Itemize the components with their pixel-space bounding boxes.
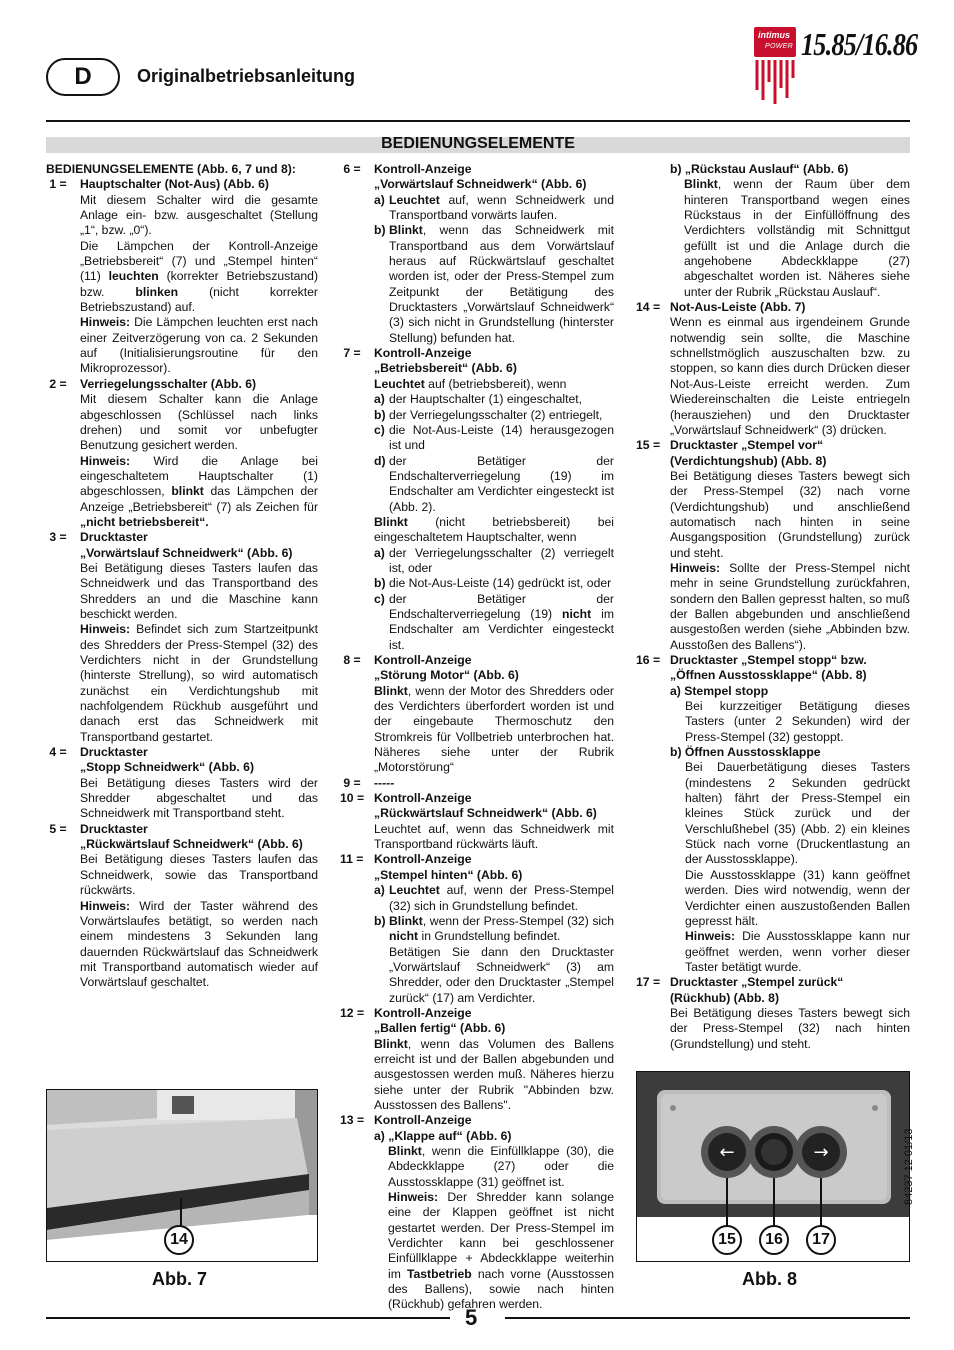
item-subheading: (Rückhub) (Abb. 8) <box>670 990 779 1005</box>
item-number: 7 = <box>340 346 361 361</box>
item-text: Bei Betätigung dieses Tasters bewegt sich der Press-Stempel (32) nach vorne (Verdichtungshub) und anschließend automatisch nach hinten in seine Ausgangsposition (Grundstellung) zurück und steht. <box>670 468 910 560</box>
sub-item: b) Blinkt, wenn das Schneidwerk mit Transportband aus dem Vorwärtslauf heraus auf Rückwärtslauf geschaltet worden ist, oder der Press-Stempel zum Zeitpunkt der Betätigung des Drucktasters „Vorwärtslauf Schneidwerk“ (3) sich nicht in Grundstellung (hinterster Stellung) befunden hat. <box>374 223 614 345</box>
item-text: Die Lämpchen der Kontroll-Anzeige „Betriebsbereit“ (7) und „Stempel hinten“ (11) leuchten (korrekter Betriebszustand) bzw. blinken (nicht korrekter Betriebszustand) auf. <box>80 238 318 315</box>
document-title: Originalbetriebsanleitung <box>137 66 356 86</box>
item-number: 8 = <box>340 653 361 667</box>
callout-14: 14 <box>164 1225 194 1255</box>
item-6 <box>340 162 614 177</box>
item-text: Blinkt, wenn der Motor des Shredders oder des Verdichters überfordert worden ist und der eingebaute Thermoschutz den Stromkreis für Vollbetrieb unterbrochen hat. Näheres siehe unter der Rubrik „Motorstörung“ <box>374 683 614 775</box>
callout-16: 16 <box>759 1225 789 1255</box>
note: Hinweis: Der Shredder kann solange eine der Klappen geöffnet ist nicht gestartet werden. Der Press-Stempel im Verdichter kann bei geschlossener Einfüllklappe + Abdeckklappe weiterhin im Tastbetrieb nach vorne (Ausstossen des Ballens), sowie nach hinten (Rückhub) gefahren werden. <box>388 1190 614 1312</box>
item-9 <box>340 776 614 791</box>
section-title: BEDIENUNGSELEMENTE <box>381 135 575 152</box>
item-text: Blinkt, wenn die Einfüllklappe (30), die Abdeckklappe (27) oder die Ausstossklappe (31) geöffnet ist. <box>388 1144 614 1189</box>
figure-7 <box>46 1089 318 1262</box>
figure-7-caption: Abb. 7 <box>152 1269 208 1289</box>
item-heading: Kontroll-Anzeige <box>374 1113 472 1128</box>
item-12 <box>340 1006 614 1021</box>
note: Hinweis: Wird die Anlage bei eingeschaltetem Hauptschalter (1) abgeschlossen, blinkt das Lämpchen der Anzeige „Betriebsbereit“ (7) als Zeichen für „nicht betriebsbereit“. <box>80 453 318 529</box>
figure-8 <box>636 1071 910 1262</box>
language-badge: D <box>46 58 120 96</box>
item-text: Blinkt, wenn der Raum über dem hinteren Transportband wegen eines Rückstaus in der Einfüllöffnung des Verdichters vollständig mit Schnittgut gefüllt ist und die Anlage durch die angehobene Abdeckklappe (27) abgeschaltet worden ist. Näheres siehe unter der Rubrik „Rückstau Auslauf“. <box>684 177 910 299</box>
item-subheading: b) „Rückstau Auslauf“ (Abb. 6) <box>670 162 849 176</box>
item-1 <box>46 177 318 192</box>
item-number: 4 = <box>46 745 67 760</box>
item-heading: Drucktaster „Stempel zurück“ <box>670 975 844 990</box>
note: Hinweis: Befindet sich zum Startzeitpunkt des Shredders der Press-Stempel (32) des Verdichters nicht in der Grundstellung (hinterste Strellung), so wird automatisch zunächst ein Verdichtungshub mit nachfolgendem Rückhub ausgeführt und danach erst das Schneidwerk mit Transportband gestartet. <box>80 622 318 744</box>
item-3 <box>46 530 318 545</box>
item-number: 17 = <box>636 975 661 990</box>
item-17 <box>636 975 910 990</box>
brand-logo <box>754 27 796 57</box>
item-subheading: (Verdichtungshub) (Abb. 8) <box>670 453 827 468</box>
note: Hinweis: Wird der Taster während des Vorwärtslaufes betätigt, so werden nach einem mindestens 3 Sekunden lang dauernden Rückwärtslauf das Schneidwerk mit Transportband automatisch wieder auf Vorwärtslauf geschaltet. <box>80 898 318 990</box>
intro-heading: BEDIENUNGSELEMENTE (Abb. 6, 7 und 8): <box>46 162 296 176</box>
item-text: Bei Betätigung dieses Tasters laufen das Schneidwerk und das Transportband des Shredders an und die Maschine kann beschickt werden. <box>80 560 318 621</box>
item-subheading: „Betriebsbereit“ (Abb. 6) <box>374 361 517 376</box>
item-number: 13 = <box>340 1113 365 1128</box>
item-7 <box>340 346 614 361</box>
page-number: 5 <box>465 1305 478 1330</box>
model-number: 15.85/16.86 <box>801 26 918 62</box>
figure-8-caption: Abb. 8 <box>742 1269 798 1289</box>
item-number: 14 = <box>636 300 661 315</box>
sub-item: b) Blinkt, wenn der Press-Stempel (32) sich nicht in Grundstellung befindet. <box>374 913 614 944</box>
sub-item: a) Leuchtet auf, wenn der Press-Stempel (32) sich in Grundstellung befindet. <box>374 883 614 913</box>
item-heading: Kontroll-Anzeige <box>374 346 472 361</box>
item-subheading: a) Stempel stopp <box>670 683 769 698</box>
item-subheading: „Öffnen Ausstossklappe“ (Abb. 8) <box>670 668 867 683</box>
sub-item: b) die Not-Aus-Leiste (14) gedrückt ist, oder <box>374 576 612 591</box>
sub-item: a) der Verriegelungsschalter (2) verriegelt ist, oder <box>374 545 614 575</box>
brand-stripes-icon <box>754 60 796 106</box>
item-4 <box>46 745 318 760</box>
footer-rule-right <box>505 1317 910 1319</box>
item-text: Bei Betätigung dieses Tasters wird der Shredder abgeschaltet und das Schneidwerk mit Transportband steht. <box>80 775 318 821</box>
item-heading: Drucktaster <box>80 821 148 836</box>
item-text: Mit diesem Schalter wird die gesamte Anlage ein- bzw. ausgeschaltet (Stellung „1“, bzw. „0“). <box>80 192 318 238</box>
item-text: Betätigen Sie dann den Drucktaster „Vorwärtslauf Schneidwerk“ (3) am Shredder, oder den Drucktaster „Stempel zurück“ (17) am Verdichter. <box>389 944 614 1005</box>
item-number: 9 = <box>340 775 361 790</box>
item-10 <box>340 791 614 806</box>
item-text: Bei Dauerbetätigung dieses Tasters (mindestens 2 Sekunden gedrückt halten) fährt der Press-Stempel ein kleines Stück zurück und der Verschlußhebel (35) (Abb. 2) ein kleines Stück nach vorne (Druckentlastung an der Ausstossklappe). <box>685 760 910 867</box>
item-number: 5 = <box>46 821 67 836</box>
item-heading: Kontroll-Anzeige <box>374 1005 472 1020</box>
item-heading: Drucktaster „Stempel vor“ <box>670 438 824 453</box>
item-text: Blinkt, wenn das Volumen des Ballens erreicht ist und der Ballen abgebunden und ausgestossen werden muß. Näheres hierzu siehe unter der Rubrik "Abbinden bzw. Ausstossen des Ballens". <box>374 1036 614 1112</box>
sub-item: c) der Betätiger der Endschalterverriegelung (19) nicht im Endschalter am Verdichter eingesteckt ist. <box>374 591 614 652</box>
item-heading: Not-Aus-Leiste (Abb. 7) <box>670 300 806 315</box>
item-15 <box>636 438 910 453</box>
callout-17: 17 <box>806 1225 836 1255</box>
column-1 <box>46 162 318 991</box>
sub-item: a) Leuchtet auf, wenn Schneidwerk und Transportband vorwärts laufen. <box>374 192 614 223</box>
item-text: Die Ausstossklappe (31) kann geöffnet werden. Dies wird notwendig, wenn der Verdichter einen auszustoßenden Ballen gepresst hält. <box>685 867 910 928</box>
item-number: 11 = <box>340 852 364 867</box>
item-13 <box>340 1113 614 1128</box>
brand-name: intimus <box>758 30 791 40</box>
item-text: Bei Betätigung dieses Tasters bewegt sich der Press-Stempel (32) nach hinten (Grundstellung) und steht. <box>670 1005 910 1051</box>
document-number: 84237 12 01/13 <box>903 1128 915 1205</box>
item-number: 2 = <box>46 376 67 391</box>
item-8 <box>340 653 614 668</box>
item-heading: Verriegelungsschalter (Abb. 6) <box>80 376 257 391</box>
item-number: 6 = <box>340 162 361 176</box>
item-subheading: a) „Klappe auf“ (Abb. 6) <box>374 1128 512 1143</box>
item-subheading: „Rückwärtslauf Schneidwerk“ (Abb. 6) <box>374 806 597 821</box>
item-text: Blinkt (nicht betriebsbereit) bei eingeschaltetem Hauptschalter, wenn <box>374 514 614 545</box>
item-number: 16 = <box>636 653 661 667</box>
item-heading: Drucktaster „Stempel stopp“ bzw. <box>670 653 867 667</box>
svg-text:→: → <box>813 1142 829 1163</box>
item-subheading: „Vorwärtslauf Schneidwerk“ (Abb. 6) <box>374 177 587 192</box>
item-14 <box>636 300 910 315</box>
item-subheading: „Stopp Schneidwerk“ (Abb. 6) <box>80 760 255 775</box>
svg-text:←: ← <box>719 1142 735 1163</box>
note: Hinweis: Die Lämpchen leuchten erst nach einer Zeitverzögerung von ca. 2 Sekunden auf (Initialisierungsroutine für den Mikroprozessor). <box>80 315 318 376</box>
item-subheading: „Stempel hinten“ (Abb. 6) <box>374 867 523 882</box>
item-heading: Drucktaster <box>80 530 148 545</box>
footer-rule-left <box>46 1317 450 1319</box>
item-heading: Kontroll-Anzeige <box>374 791 472 806</box>
item-subheading: „Rückwärtslauf Schneidwerk“ (Abb. 6) <box>80 837 303 852</box>
item-5 <box>46 822 318 837</box>
callout-15: 15 <box>712 1225 742 1255</box>
item-heading: Kontroll-Anzeige <box>374 162 472 176</box>
item-heading: Kontroll-Anzeige <box>374 852 472 867</box>
item-subheading: „Vorwärtslauf Schneidwerk“ (Abb. 6) <box>80 545 293 560</box>
note: Hinweis: Sollte der Press-Stempel nicht mehr in seine Grundstellung zurückfahren, sondern den Ballen gepresst halten, so muß der Ballen abgebunden und anschließend ausgestoßen werden (siehe „Abbinden bzw. Ausstoßen des Ballens“). <box>670 560 910 652</box>
sub-item: c) die Not-Aus-Leiste (14) herausgezogen ist und <box>374 422 614 453</box>
item-heading: Kontroll-Anzeige <box>374 653 472 667</box>
note: Hinweis: Die Ausstossklappe kann nur geöffnet werden, wenn vorher dieser Taster betätigt wurde. <box>685 929 910 974</box>
item-text: Bei kurzzeitiger Betätigung dieses Tasters (unter 2 Sekunden) wird der Press-Stempel (32) gestoppt. <box>685 699 910 744</box>
item-text: Leuchtet auf (betriebsbereit), wenn <box>374 376 567 391</box>
item-number: 1 = <box>46 177 67 192</box>
item-text: Wenn es einmal aus irgendeinem Grunde notwendig sein sollte, die Maschine schnellstmöglich auszuschalten bzw. zu stoppen, so kann dies durch Drücken dieser Not-Aus-Leiste erreicht werden. Zum Wiedereinschalten die Leiste entriegeln (herausziehen) und den Drucktaster „Vorwärtslauf Schneidwerk“ (3) drücken. <box>670 315 910 437</box>
item-number: 15 = <box>636 438 661 453</box>
item-2 <box>46 377 318 392</box>
sub-item: d) der Betätiger der Endschalterverriegelung (19) im Endschalter am Verdichter eingesteckt ist (Abb. 2). <box>374 453 614 514</box>
sub-item: b) der Verriegelungsschalter (2) entriegelt, <box>374 407 603 422</box>
item-text: Leuchtet auf, wenn das Schneidwerk mit Transportband rückwärts läuft. <box>374 821 614 852</box>
column-2 <box>340 162 614 1313</box>
item-number: 3 = <box>46 530 67 545</box>
item-number: 12 = <box>340 1005 365 1020</box>
item-heading: Hauptschalter (Not-Aus) (Abb. 6) <box>80 177 269 192</box>
item-subheading: „Ballen fertig“ (Abb. 6) <box>374 1021 506 1036</box>
item-text: Bei Betätigung dieses Tasters laufen das Schneidwerk, sowie das Transportband rückwärts. <box>80 852 318 898</box>
item-heading: ----- <box>374 775 395 790</box>
sub-item: a) der Hauptschalter (1) eingeschaltet, <box>374 392 583 407</box>
item-number: 10 = <box>340 791 365 806</box>
column-3 <box>636 162 910 1052</box>
item-text: Mit diesem Schalter kann die Anlage abgeschlossen (Schlüssel nach links drehen) und somit vor unbefugter Benutzung gesichert werden. <box>80 392 318 453</box>
item-16 <box>636 653 910 668</box>
header-rule <box>46 120 910 122</box>
item-subheading: „Störung Motor“ (Abb. 6) <box>374 668 519 683</box>
item-11 <box>340 852 614 867</box>
item-subheading: b) Öffnen Ausstossklappe <box>670 745 821 760</box>
item-heading: Drucktaster <box>80 745 148 760</box>
brand-sub: POWER <box>765 43 793 50</box>
